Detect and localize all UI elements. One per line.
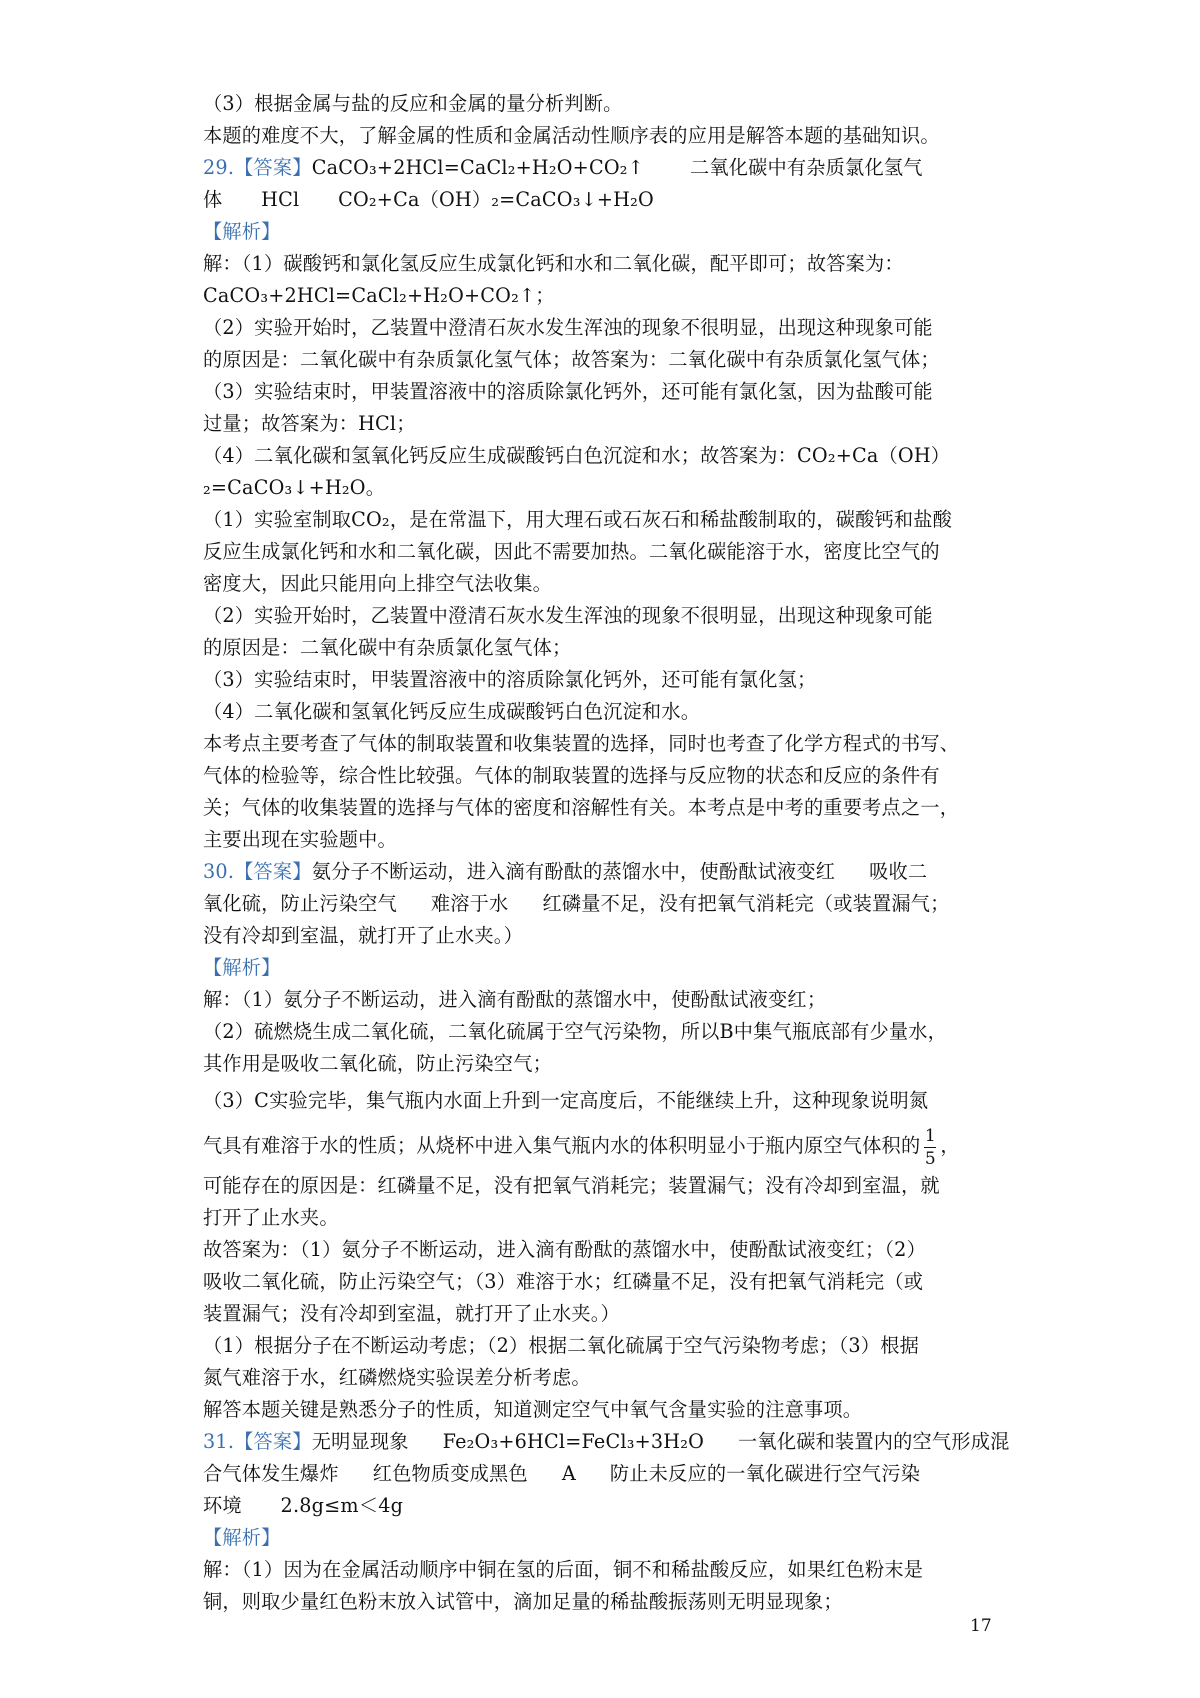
answer-text: 合气体发生爆炸 bbox=[203, 1462, 339, 1485]
answer-text: 一氧化碳和装置内的空气形成混 bbox=[738, 1430, 1010, 1453]
answer-tag: 【答案】 bbox=[234, 156, 312, 179]
answer-text: 无明显现象 bbox=[311, 1430, 409, 1453]
answer-29-line bbox=[203, 152, 1023, 184]
text-line: 主要出现在实验题中。 bbox=[203, 828, 397, 851]
text-line: 体 HCl CO₂+Ca（OH）₂=CaCO₃↓+H₂O bbox=[203, 188, 654, 211]
text-line: 装置漏气；没有冷却到室温，就打开了止水夹。） bbox=[203, 1302, 620, 1325]
fraction-line bbox=[203, 1122, 1023, 1170]
text-line: 的原因是：二氧化碳中有杂质氯化氢气体；故答案为：二氧化碳中有杂质氯化氢气体； bbox=[203, 348, 940, 371]
text-line: （2）硫燃烧生成二氧化硫，二氧化硫属于空气污染物，所以B中集气瓶底部有少量水， bbox=[203, 1020, 948, 1043]
text-line: ₂=CaCO₃↓+H₂O。 bbox=[203, 476, 386, 499]
answer-text: CaCO₃+2HCl=CaCl₂+H₂O+CO₂↑ bbox=[311, 156, 644, 179]
text-line: 解：（1）碳酸钙和氯化氢反应生成氯化钙和水和二氧化碳，配平即可；故答案为： bbox=[203, 252, 904, 275]
fraction-denominator: 5 bbox=[924, 1148, 936, 1169]
text-line: 没有冷却到室温，就打开了止水夹。） bbox=[203, 924, 523, 947]
text-line: （3）C实验完毕，集气瓶内水面上升到一定高度后，不能继续上升，这种现象说明氮 bbox=[203, 1089, 929, 1112]
text-line: 反应生成氯化钙和水和二氧化碳，因此不需要加热。二氧化碳能溶于水，密度比空气的 bbox=[203, 540, 940, 563]
text-line: （4）二氧化碳和氢氧化钙反应生成碳酸钙白色沉淀和水。 bbox=[203, 700, 701, 723]
text-line: 本考点主要考查了气体的制取装置和收集装置的选择，同时也考查了化学方程式的书写、 bbox=[203, 732, 960, 755]
answer-text: 吸收二 bbox=[869, 860, 928, 883]
fraction-numerator: 1 bbox=[924, 1125, 936, 1146]
text-line: 解：（1）因为在金属活动顺序中铜在氢的后面，铜不和稀盐酸反应，如果红色粉末是 bbox=[203, 1558, 924, 1581]
analysis-tag: 【解析】 bbox=[203, 220, 281, 243]
analysis-tag: 【解析】 bbox=[203, 956, 281, 979]
answer-text: A bbox=[561, 1462, 576, 1485]
text-line: 可能存在的原因是：红磷量不足，没有把氧气消耗完；装置漏气；没有冷却到室温，就 bbox=[203, 1174, 940, 1197]
text-line: （2）实验开始时，乙装置中澄清石灰水发生浑浊的现象不很明显，出现这种现象可能 bbox=[203, 316, 933, 339]
text-line: 解答本题关键是熟悉分子的性质，知道测定空气中氧气含量实验的注意事项。 bbox=[203, 1398, 863, 1421]
answer-text: 难溶于水 bbox=[430, 892, 509, 915]
text-line: 环境 2.8g≤m＜4g bbox=[203, 1494, 404, 1517]
text-line: 铜，则取少量红色粉末放入试管中，滴加足量的稀盐酸振荡则无明显现象； bbox=[203, 1590, 843, 1613]
page-number: 17 bbox=[970, 1616, 992, 1636]
answer-text: Fe₂O₃+6HCl=FeCl₃+3H₂O bbox=[442, 1430, 705, 1453]
answer-30-line bbox=[203, 856, 1023, 888]
answer-tag: 【答案】 bbox=[234, 1430, 312, 1453]
fraction bbox=[924, 1126, 936, 1169]
text-line: 过量；故答案为：HCl； bbox=[203, 412, 416, 435]
text-line: 故答案为：（1）氨分子不断运动，进入滴有酚酞的蒸馏水中，使酚酞试液变红；（2） bbox=[203, 1238, 926, 1261]
text-line: 其作用是吸收二氧化硫，防止污染空气； bbox=[203, 1052, 552, 1075]
answer-tag: 【答案】 bbox=[234, 860, 312, 883]
text-line: （2）实验开始时，乙装置中澄清石灰水发生浑浊的现象不很明显，出现这种现象可能 bbox=[203, 604, 933, 627]
text-segment: ， bbox=[940, 1134, 960, 1157]
answer-31-line-2 bbox=[203, 1458, 1023, 1490]
text-line: （4）二氧化碳和氢氧化钙反应生成碳酸钙白色沉淀和水；故答案为：CO₂+Ca（OH） bbox=[203, 444, 951, 467]
answer-31-line bbox=[203, 1426, 1023, 1458]
answer-text: 红色物质变成黑色 bbox=[372, 1462, 528, 1485]
text-line: 打开了止水夹。 bbox=[203, 1206, 339, 1229]
question-number: 29. bbox=[203, 156, 235, 179]
text-line: 关；气体的收集装置的选择与气体的密度和溶解性有关。本考点是中考的重要考点之一， bbox=[203, 796, 960, 819]
text-line: 气体的检验等，综合性比较强。气体的制取装置的选择与反应物的状态和反应的条件有 bbox=[203, 764, 940, 787]
text-line: 吸收二氧化硫，防止污染空气；（3）难溶于水；红磷量不足，没有把氧气消耗完（或 bbox=[203, 1270, 924, 1293]
answer-30-line-2 bbox=[203, 888, 1023, 920]
answer-text: 氨分子不断运动，进入滴有酚酞的蒸馏水中，使酚酞试液变红 bbox=[311, 860, 836, 883]
answer-text: 防止未反应的一氧化碳进行空气污染 bbox=[609, 1462, 921, 1485]
text-line: 氮气难溶于水，红磷燃烧实验误差分析考虑。 bbox=[203, 1366, 591, 1389]
text-line: （1）根据分子在不断运动考虑；（2）根据二氧化硫属于空气污染物考虑；（3）根据 bbox=[203, 1334, 919, 1357]
text-line: （3）实验结束时，甲装置溶液中的溶质除氯化钙外，还可能有氯化氢； bbox=[203, 668, 817, 691]
text-line: （3）根据金属与盐的反应和金属的量分析判断。 bbox=[203, 92, 623, 115]
text-line: （3）实验结束时，甲装置溶液中的溶质除氯化钙外，还可能有氯化氢，因为盐酸可能 bbox=[203, 380, 933, 403]
document-body bbox=[203, 88, 1023, 1618]
answer-text: 二氧化碳中有杂质氯化氢气 bbox=[689, 156, 923, 179]
question-number: 30. bbox=[203, 860, 235, 883]
answer-text: 红磷量不足，没有把氧气消耗完（或装置漏气； bbox=[542, 892, 950, 915]
answer-text: 氧化硫，防止污染空气 bbox=[203, 892, 397, 915]
text-line: （1）实验室制取CO₂，是在常温下，用大理石或石灰石和稀盐酸制取的，碳酸钙和盐酸 bbox=[203, 508, 953, 531]
text-line: 的原因是：二氧化碳中有杂质氯化氢气体； bbox=[203, 636, 572, 659]
question-number: 31. bbox=[203, 1430, 235, 1453]
text-line: CaCO₃+2HCl=CaCl₂+H₂O+CO₂↑； bbox=[203, 284, 555, 307]
text-line: 本题的难度不大，了解金属的性质和金属活动性顺序表的应用是解答本题的基础知识。 bbox=[203, 124, 940, 147]
text-segment: 气具有难溶于水的性质；从烧杯中进入集气瓶内水的体积明显小于瓶内原空气体积的 bbox=[203, 1134, 921, 1157]
text-line: 密度大，因此只能用向上排空气法收集。 bbox=[203, 572, 552, 595]
analysis-tag: 【解析】 bbox=[203, 1526, 281, 1549]
text-line: 解：（1）氨分子不断运动，进入滴有酚酞的蒸馏水中，使酚酞试液变红； bbox=[203, 988, 827, 1011]
